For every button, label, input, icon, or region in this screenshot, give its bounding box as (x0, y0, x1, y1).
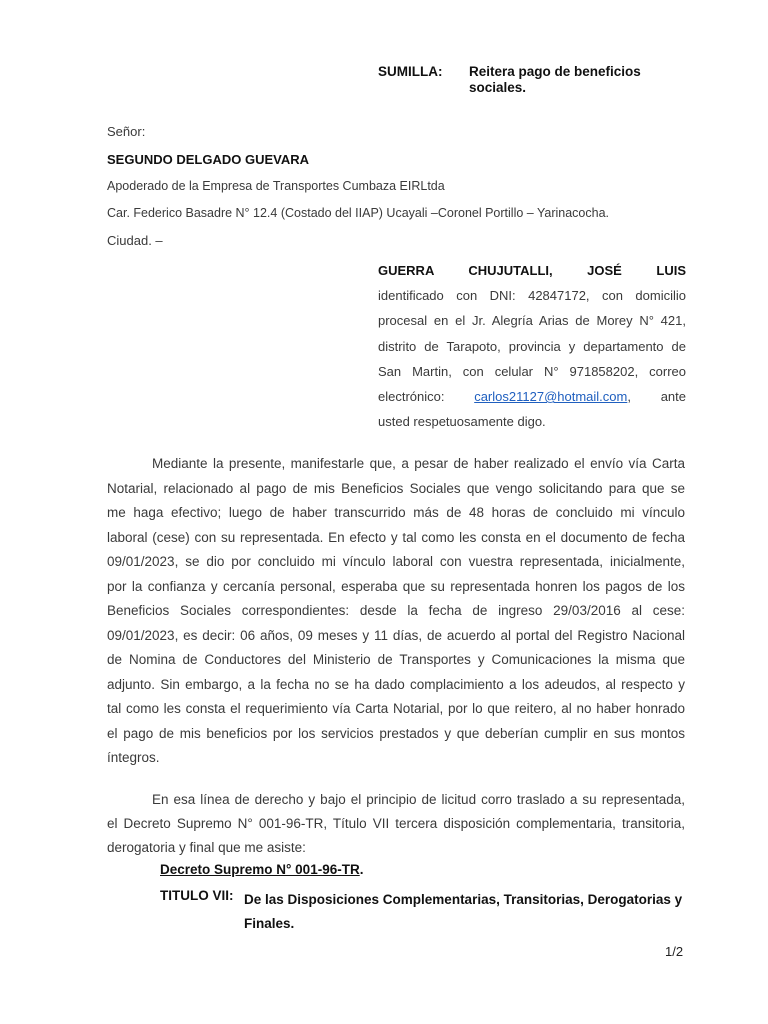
body-paragraph-2 (107, 788, 685, 860)
sender-email-line (378, 384, 686, 409)
addressee-address: Car. Federico Basadre N° 12.4 (Costado del IIAP) Ucayali –Coronel Portillo – Yarinacocha. (107, 206, 610, 220)
addressee-city: Ciudad. – (107, 233, 163, 248)
paragraph-line: derogatoria y final que me asiste: (107, 840, 306, 855)
paragraph-line: Mediante la presente, manifestarle que, a pesar de haber realizado el envío vía Carta (152, 456, 685, 471)
email-comma: , (627, 389, 631, 405)
email-link[interactable]: carlos21127@hotmail.com (474, 389, 628, 405)
sender-line: identificado con DNI: 42847172, con domicilio (378, 288, 686, 304)
sender-line: distrito de Tarapoto, provincia y departamento de (378, 338, 686, 354)
sender-closing: usted respetuosamente digo. (378, 414, 546, 430)
email-suffix: ante (660, 389, 686, 405)
addressee-role: Apoderado de la Empresa de Transportes Cumbaza EIRLtda (107, 179, 445, 193)
email-prefix: electrónico: (378, 389, 445, 405)
page-number: 1/2 (665, 944, 684, 959)
paragraph-line: En esa línea de derecho y bajo el principio de licitud corro traslado a su representada, (152, 792, 685, 807)
paragraph-line: me haga efectivo; luego de haber transcurrido más de 48 horas de concluido mi vínculo (107, 505, 685, 520)
paragraph-line: laboral (cese) con su representada. En efecto y tal como les consta en el documento de fecha (107, 529, 685, 545)
titulo-label: TITULO VII: (160, 888, 234, 903)
paragraph-line: por la confianza y cercanía personal, esperaba que su representada honren los pagos de los (107, 578, 685, 594)
salutation: Señor: (107, 124, 146, 139)
sumilla-label: SUMILLA: (378, 64, 443, 79)
sender-line: procesal en el Jr. Alegría Arias de Morey N° 421, (378, 313, 686, 329)
decreto-text: Decreto Supremo N° 001-96-TR (160, 862, 360, 877)
sender-name: GUERRA CHUJUTALLI, JOSÉ LUIS (378, 263, 686, 278)
decreto-suffix: . (359, 862, 364, 877)
paragraph-line: Beneficios Sociales correspondientes: desde la fecha de ingreso 29/03/2016 al cese: (107, 603, 685, 618)
sender-block (378, 258, 686, 434)
decreto-heading (160, 862, 363, 877)
sumilla-text: Reitera pago de beneficios sociales. (469, 64, 641, 95)
sender-line: San Martin, con celular N° 971858202, correo (378, 363, 686, 379)
paragraph-line: de Nomina de Conductores del Ministerio de Transportes y Comunicaciones la misma que (107, 652, 685, 667)
paragraph-line: tal como les consta el requerimiento vía Carta Notarial, por lo que reitero, al no haber honrado (107, 701, 685, 716)
paragraph-line: el pago de mis beneficios por los servicios prestados y que deberían cumplir en sus montos (107, 725, 685, 741)
paragraph-line: adjunto. Sin embargo, a la fecha no se ha dado complacimiento a los adeudos, al respecto y (107, 676, 685, 692)
titulo-text: De las Disposiciones Complementarias, Transitorias, Derogatorias y Finales. (244, 892, 683, 931)
addressee-name: SEGUNDO DELGADO GUEVARA (107, 152, 309, 167)
paragraph-line: el Decreto Supremo N° 001-96-TR, Título VII tercera disposición complementaria, transitoria, (107, 816, 685, 831)
body-paragraph-1 (107, 452, 685, 771)
paragraph-line: íntegros. (107, 750, 160, 765)
paragraph-line: 09/01/2023, es decir: 06 años, 09 meses y 11 días, de acuerdo al portal del Registro Nacional (107, 627, 685, 643)
paragraph-line: Notarial, relacionado al pago de mis Beneficios Sociales que vengo solicitando para que se (107, 480, 685, 496)
paragraph-line: 09/01/2023, se dio por concluido mi vínculo laboral con vuestra representada, inicialmente, (107, 554, 685, 569)
